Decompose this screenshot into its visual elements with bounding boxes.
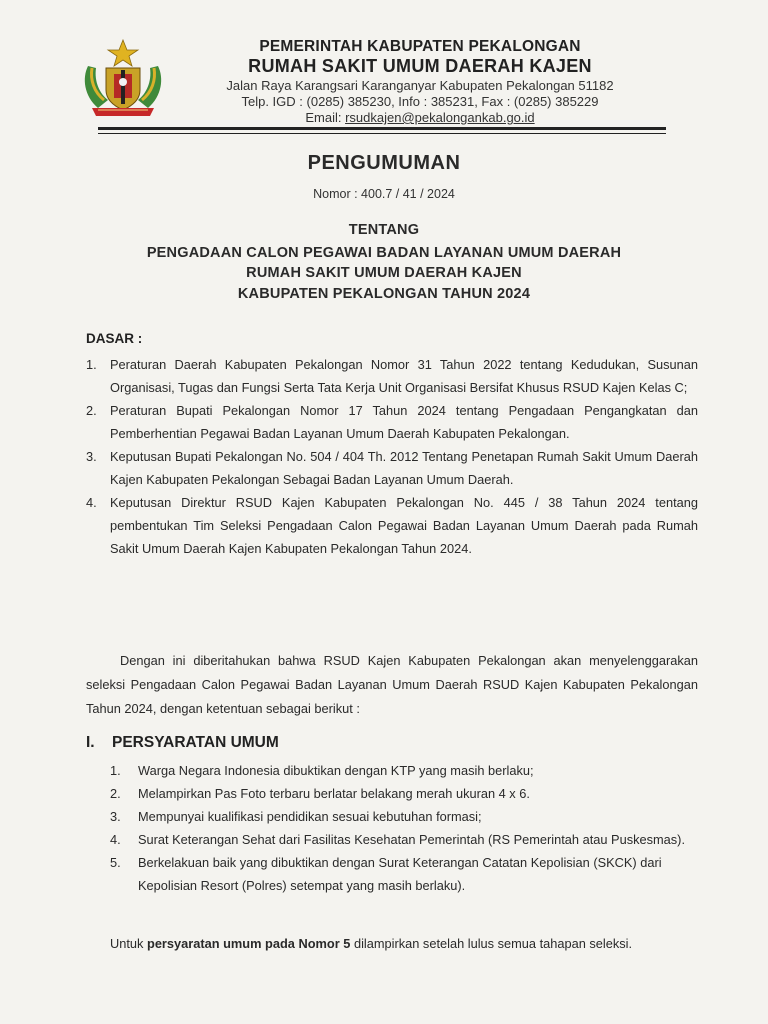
about-line-2: RUMAH SAKIT UMUM DAERAH KAJEN [246,265,522,281]
list-item [86,445,698,491]
about-line-3: KABUPATEN PEKALONGAN TAHUN 2024 [237,286,531,302]
dasar-label: DASAR : [86,331,143,346]
letterhead-rule-thick [98,127,666,130]
section-heading [86,734,279,752]
item-text: Keputusan Direktur RSUD Kajen Kabupaten Pekalongan No. 445 / 38 Tahun 2024 tentang pembentukan Tim Seleksi Pengadaan Calon Pegawai Badan Layanan Umum Daerah pada Rumah Sakit Umum Daerah Kajen Kabupaten Pekalongan Tahun 2024. [110,495,698,556]
email-link[interactable]: rsudkajen@pekalongankab.go.id [345,110,535,125]
item-number: 5. [110,855,121,870]
list-item [110,851,700,897]
item-text: Surat Keterangan Sehat dari Fasilitas Kesehatan Pemerintah (RS Pemerintah atau Puskesmas). [138,832,685,847]
item-number: 1. [110,763,121,778]
about-heading: TENTANG [348,222,420,238]
letterhead-government: PEMERINTAH KABUPATEN PEKALONGAN [259,38,581,55]
about-line-1: PENGADAAN CALON PEGAWAI BADAN LAYANAN UMUM DAERAH [146,245,622,261]
list-item [110,759,700,782]
section-number: I. [86,734,95,751]
item-number: 4. [86,495,97,510]
list-item [110,805,700,828]
letterhead-hospital-name: RUMAH SAKIT UMUM DAERAH KAJEN [248,56,592,76]
list-item [86,353,698,399]
item-number: 3. [86,449,97,464]
item-text: Berkelakuan baik yang dibuktikan dengan Surat Keterangan Catatan Kepolisian (SKCK) dari Kepolisian Resort (Polres) setempat yang masih berlaku). [138,855,662,893]
item-number: 2. [110,786,121,801]
list-item [110,828,700,851]
item-text: Melampirkan Pas Foto terbaru berlatar belakang merah ukuran 4 x 6. [138,786,530,801]
letterhead-address: Jalan Raya Karangsari Karanganyar Kabupaten Pekalongan 51182 [226,78,614,93]
item-number: 2. [86,403,97,418]
letterhead-rule-thin [98,133,666,134]
list-item [86,491,698,560]
email-label: Email: [305,110,346,125]
list-item [86,399,698,445]
closing-post: dilampirkan setelah lulus semua tahapan seleksi. [350,936,633,951]
closing-paragraph [110,932,700,956]
item-number: 3. [110,809,121,824]
item-text: Peraturan Bupati Pekalongan Nomor 17 Tahun 2024 tentang Pengadaan Pengangkatan dan Pemberhentian Pegawai Badan Layanan Umum Daerah Kabupaten Pekalongan. [110,403,698,441]
item-text: Peraturan Daerah Kabupaten Pekalongan Nomor 31 Tahun 2022 tentang Kedudukan, Susunan Organisasi, Tugas dan Fungsi Serta Tata Kerja Unit Organisasi Bersifat Khusus RSUD Kajen Kelas C; [110,357,698,395]
document-title: PENGUMUMAN [307,152,461,174]
section-title: PERSYARATAN UMUM [112,734,279,751]
intro-paragraph: Dengan ini diberitahukan bahwa RSUD Kajen Kabupaten Pekalongan akan menyelenggarakan seleksi Pengadaan Calon Pegawai Badan Layanan Umum Daerah RSUD Kajen Kabupaten Pekalongan Tahun 2024, dengan ketentuan sebagai berikut : [86,653,698,716]
item-text: Keputusan Bupati Pekalongan No. 504 / 404 Th. 2012 Tentang Penetapan Rumah Sakit Umum Daerah Kajen Kabupaten Pekalongan Sebagai Badan Layanan Umum Daerah. [110,449,698,487]
item-text: Mempunyai kualifikasi pendidikan sesuai kebutuhan formasi; [138,809,482,824]
dasar-list [86,353,698,560]
item-number: 4. [110,832,121,847]
item-text: Warga Negara Indonesia dibuktikan dengan KTP yang masih berlaku; [138,763,534,778]
letterhead-phones: Telp. IGD : (0285) 385230, Info : 385231, Fax : (0285) 385229 [241,94,599,109]
closing-pre: Untuk [110,936,147,951]
document-number: Nomor : 400.7 / 41 / 2024 [313,187,455,201]
letterhead-email [170,110,670,125]
closing-bold: persyaratan umum pada Nomor 5 [147,936,351,951]
regency-emblem-logo [78,38,168,120]
general-requirements-list [110,759,700,897]
item-number: 1. [86,357,97,372]
list-item [110,782,700,805]
